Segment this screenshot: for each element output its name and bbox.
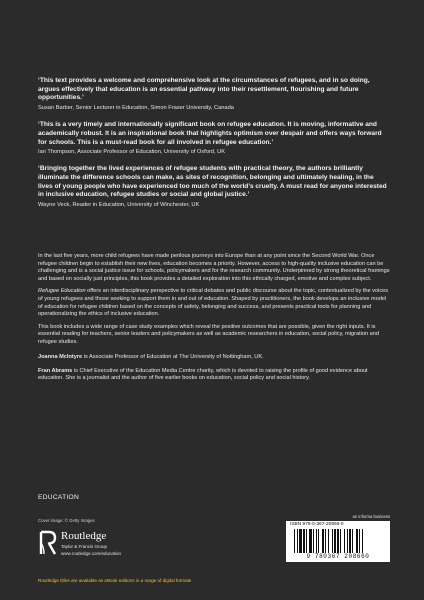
description-paragraph xyxy=(38,288,392,318)
endorsement-2 xyxy=(38,121,390,156)
description-text: offers an interdisciplinary perspective to critical debates and public discourse about the topic, contextualized by the voices of young refugees and those seeking to support them in and out of education. Shaped by practitioners, the book develops an inclusive model of education for refugee children based on the concepts of safety, belonging and success, and presents practical tools for planning and operationalizing the ethics of inclusive education. xyxy=(38,288,389,318)
publisher-group: Taylor & Francis Group xyxy=(61,544,108,549)
publisher-name: Routledge xyxy=(61,530,107,542)
description-paragraph: This book includes a wide range of case study examples which reveal the positive outcomes that are possible, given the right inputs. It is essential reading for teachers, senior leaders and policymakers as well as academic researchers in education, social policy, migration and refugee studies. xyxy=(38,323,379,345)
publisher-url[interactable]: www.routledge.com/education xyxy=(61,551,122,556)
endorsement-attribution: Wayne Veck, Reader in Education, University of Winchester, UK xyxy=(38,202,200,209)
author-name: Fran Abrams xyxy=(38,367,73,374)
endorsement-text: ‘This text provides a welcome and comprehensive look at the circumstances of refugees, and in so doing, argues effectively that education is an essential pathway into their resettlement, flourishing and future opportunities.’ xyxy=(38,77,370,102)
endorsement-text: ‘This is a very timely and internationally significant book on refugee education. It is moving, informative and academically robust. It is an inspirational book that highlights optimism over despair and offers ways forward for schools. This is a must-read book for all involved in refugee education.’ xyxy=(38,121,382,146)
endorsements xyxy=(38,77,390,218)
author-bio xyxy=(38,368,392,383)
isbn-label: ISBN 978-0-367-20866-0 xyxy=(290,522,344,527)
endorsement-attribution: Susan Barber, Senior Lecturer in Education, Simon Fraser University, Canada xyxy=(38,105,234,112)
barcode-bars xyxy=(294,529,380,553)
endorsement-attribution: Ian Thompson, Associate Professor of Education, University of Oxford, UK xyxy=(38,149,226,156)
endorsement-3 xyxy=(38,165,390,209)
barcode-block xyxy=(286,514,390,562)
ebook-availability-note: Routledge titles are available as eBook editions in a range of digital formats xyxy=(38,578,192,583)
subject-category: EDUCATION xyxy=(38,494,80,501)
endorsement-1 xyxy=(38,77,390,112)
barcode-number: 9 780367 208660 xyxy=(306,553,370,560)
description-paragraph: In the last five years, more child refugees have made perilous journeys into Europe than at any point since the Second World War. Once refugee children begin to establish their new lives, education becomes a priority. However, access to high-quality inclusive education can be challenging and is a social justice issue for schools, policymakers and for the research community. Underpinned by strong theoretical framings and based on socially just principles, this book provides a detailed exploration into this ethically charged, emotive and complex subject. xyxy=(38,253,390,282)
routledge-r-icon xyxy=(38,530,58,556)
publisher-logo xyxy=(38,529,148,559)
author-name: Joanna McIntyre xyxy=(38,354,83,360)
endorsement-text: ‘Bringing together the lived experiences of refugee students with practical theory, the authors brilliantly illuminate the difference schools can make, as sites of recognition, belonging and ultimately healing, in the lives of young people who have experienced too much of the world’s cruelty. A must read for anyone interested in inclusive education, refugee studies or social and global justice.’ xyxy=(38,165,387,199)
author-bio-text: is Associate Professor of Education at The University of Nottingham, UK. xyxy=(82,354,264,360)
author-bios xyxy=(38,354,392,389)
author-bio xyxy=(38,354,392,362)
book-description xyxy=(38,253,392,352)
book-title-italic: Refugee Education xyxy=(38,288,86,295)
cover-image-credit: Cover image: © Getty Images xyxy=(38,518,95,523)
informa-business-label: an informa business xyxy=(352,514,390,519)
author-bio-text: is Chief Executive of the Education Media Centre charity, which is devoted to raising the profile of good evidence about education. She is a journalist and the author of five earlier books on education, social policy and social history. xyxy=(38,367,368,382)
barcode-box xyxy=(286,521,390,562)
